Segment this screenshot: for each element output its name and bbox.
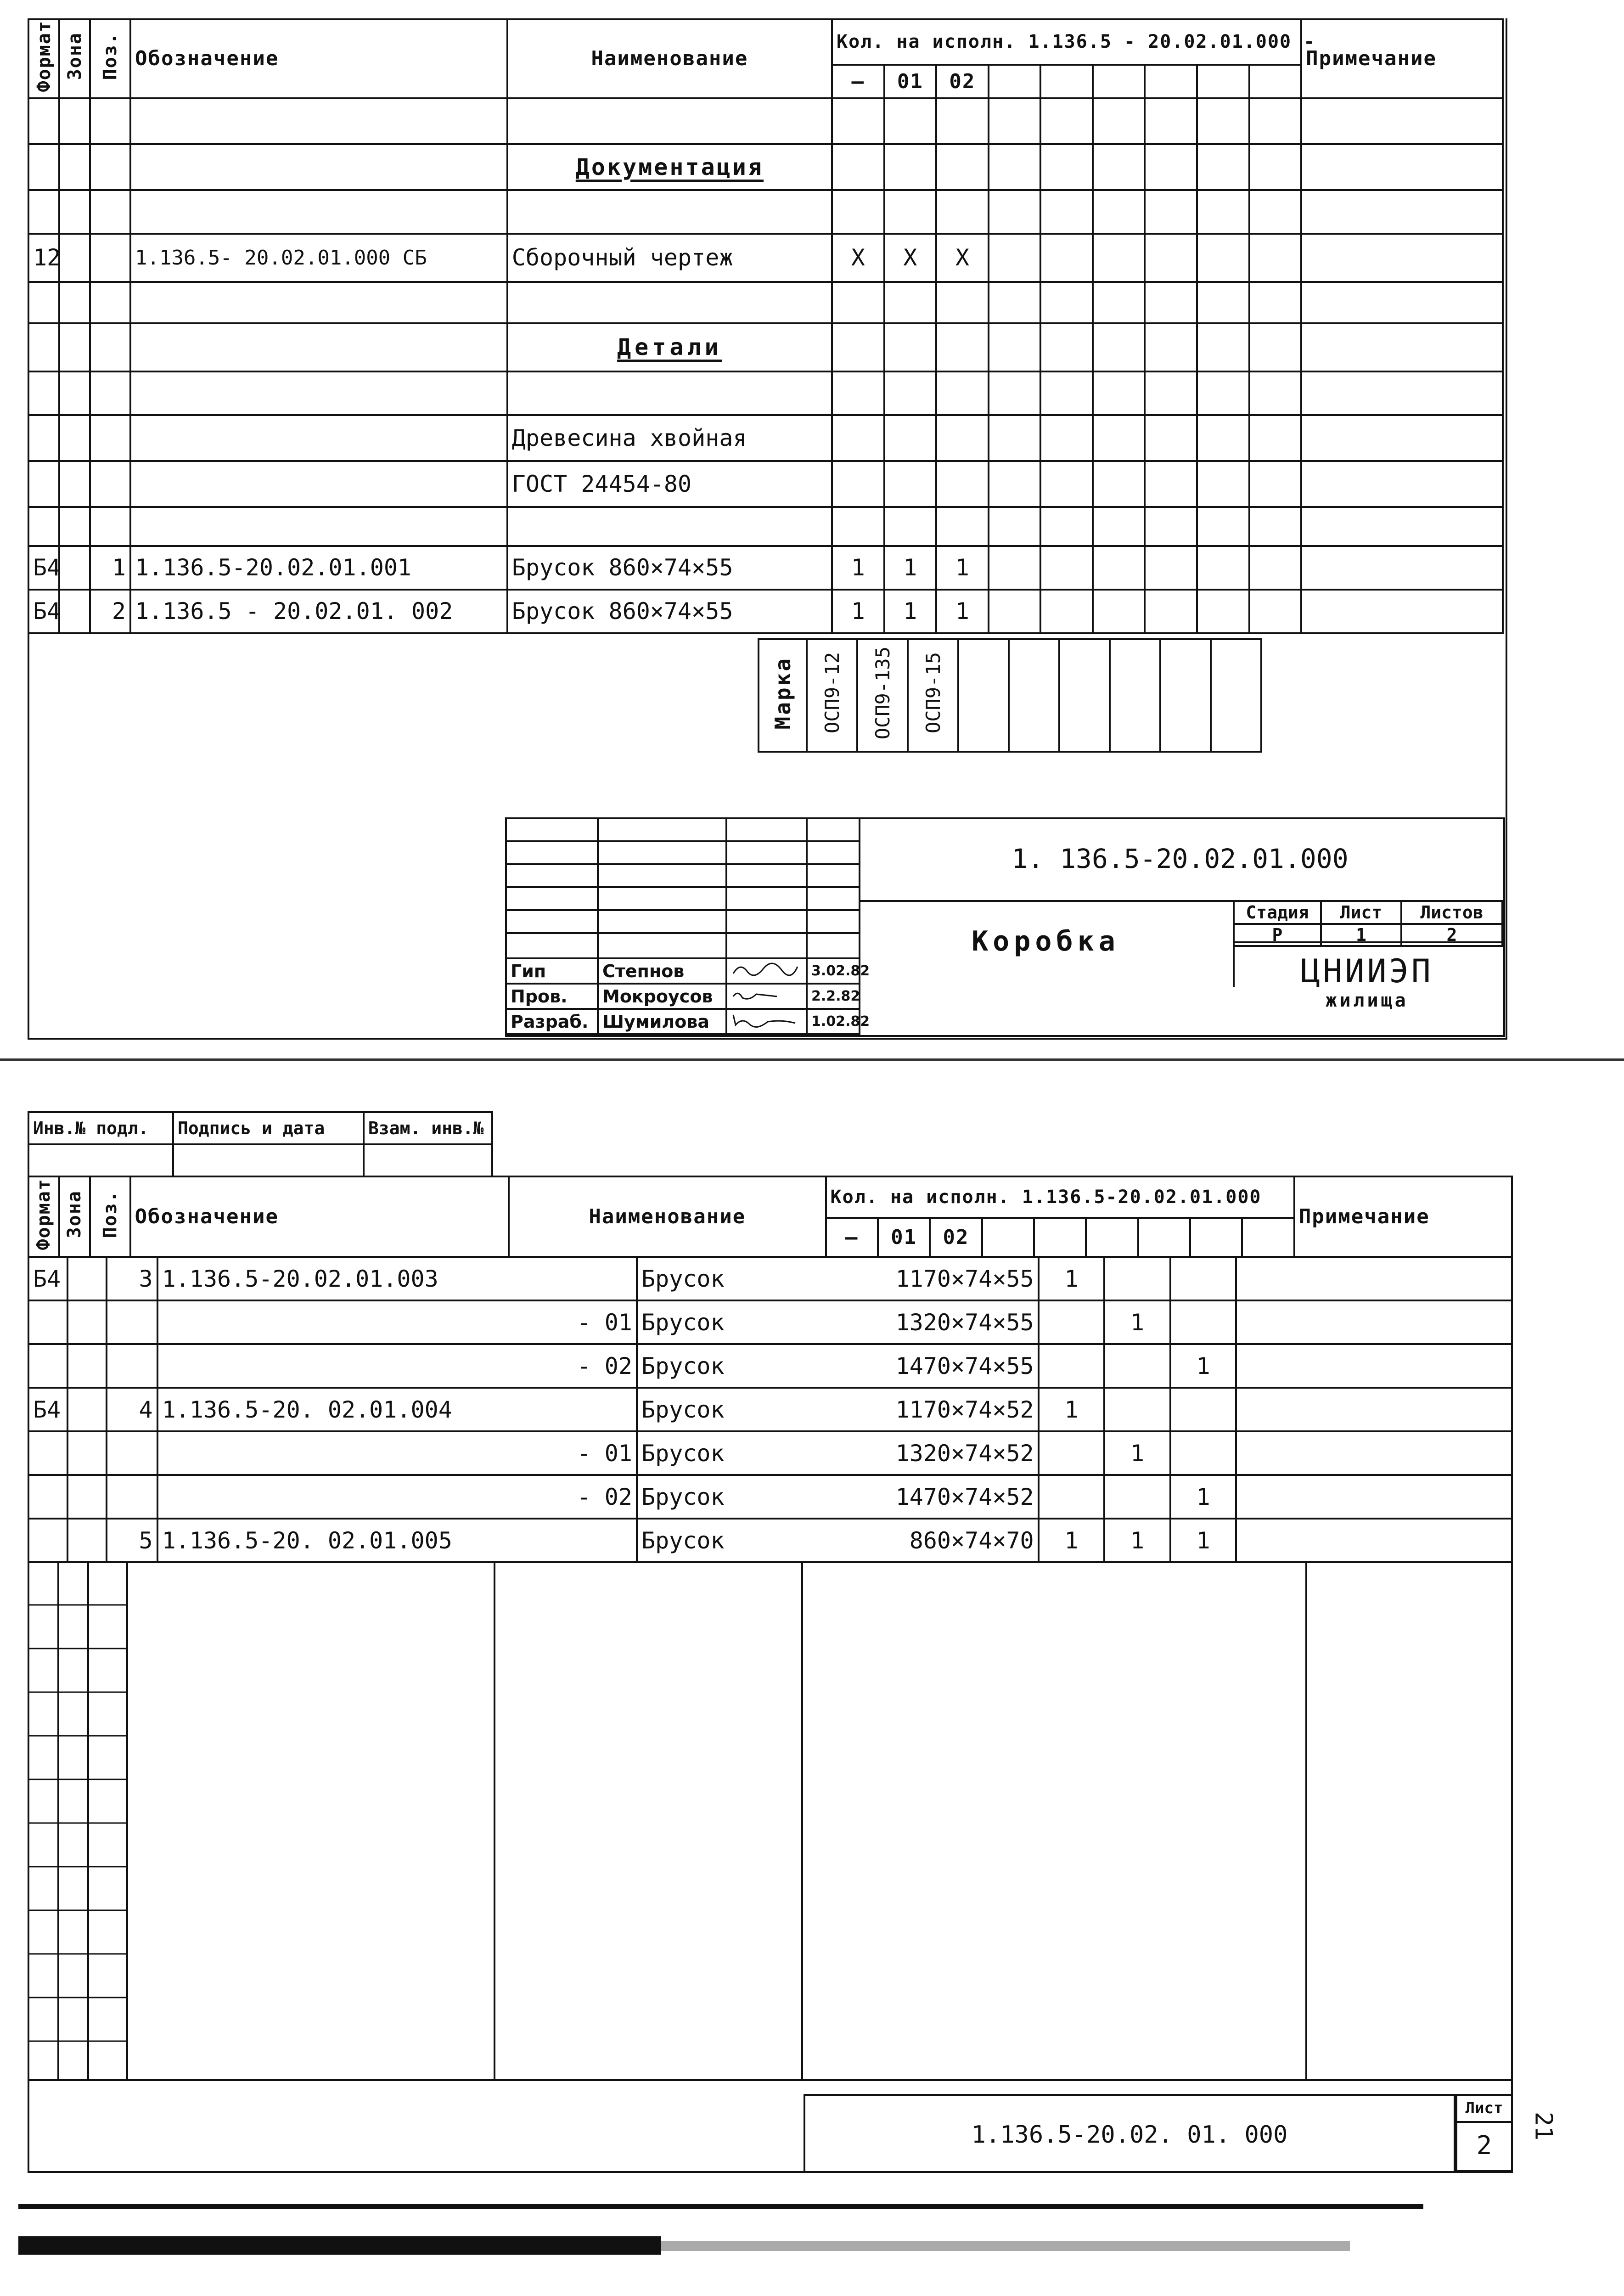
signer-row: Гип Степнов 3.02.82 (506, 958, 860, 984)
table-row: Б4 2 1.136.5 - 20.02.01. 002 Брусок 860×74×55 1 1 1 (28, 590, 1503, 633)
col-format-header: Формат (28, 1176, 59, 1257)
table-row: - 02 Брусок 1470×74×52 1 (28, 1475, 1512, 1519)
organization-block (1233, 941, 1501, 1035)
col-format-header: Формат (28, 19, 59, 98)
section-title: Детали (617, 334, 722, 360)
section-title: Документация (575, 153, 764, 180)
col-note-header: Примечание (1301, 19, 1503, 98)
page-number: 21 (1529, 2111, 1557, 2141)
footer-code: 1.136.5-20.02. 01. 000 (804, 2094, 1455, 2172)
table-row: ГОСТ 24454-80 (28, 461, 1503, 507)
stage-table: Стадия Лист Листов Р 1 2 (1233, 900, 1503, 947)
qty-col-base: – (826, 1218, 878, 1257)
col-note-header: Примечание (1294, 1176, 1512, 1257)
org-name: ЦНИИЭП (1301, 952, 1433, 990)
stamp-inv-label: Инв.№ подл. (28, 1112, 173, 1144)
spec-table-2 (28, 1176, 1513, 1258)
qty-col-01: 01 (878, 1218, 930, 1257)
table-row: - 02 Брусок 1470×74×55 1 (28, 1344, 1512, 1388)
sheet-2-empty-grid (28, 1561, 1515, 2177)
marka-table (758, 638, 1498, 753)
marka-value: ОСП9-12 (820, 652, 843, 734)
signer-row: Пров. Мокроусов 2.2.82 (506, 984, 860, 1009)
marka-value: ОСП9-135 (871, 646, 894, 740)
spec-table-2-body (28, 1256, 1513, 1563)
table-row: Древесина хвойная (28, 415, 1503, 461)
scan-bar-top (18, 2204, 1423, 2209)
org-subtitle: жилища (1326, 990, 1409, 1011)
qty-label-header: Кол. на исполн. 1.136.5 - 20.02.01.000 - (832, 19, 1301, 65)
qty-col-01: 01 (884, 65, 937, 98)
col-zone-header: Зона (59, 19, 90, 98)
scan-bar-bottom (18, 2236, 661, 2255)
scan-bar-bottom-fade (661, 2241, 1350, 2251)
approval-stamp (28, 1111, 493, 1177)
table-row: Б4 1 1.136.5-20.02.01.001 Брусок 860×74×55 1 1 1 (28, 546, 1503, 590)
signature-scribble (731, 960, 800, 978)
table-row: 12 1.136.5- 20.02.01.000 СБ Сборочный чертеж X X X (28, 234, 1503, 282)
signature-scribble (731, 1010, 800, 1029)
footer-sheet-box (1455, 2094, 1513, 2172)
signature-scribble (731, 985, 800, 1003)
table-row: - 01 Брусок 1320×74×55 1 (28, 1300, 1512, 1344)
document-title: Коробка (859, 900, 1235, 987)
table-row: 5 1.136.5-20. 02.01.005 Брусок 860×74×70 1 1 1 (28, 1519, 1512, 1562)
stamp-sign-label: Подпись и дата (173, 1112, 364, 1144)
table-row: - 01 Брусок 1320×74×52 1 (28, 1431, 1512, 1475)
qty-col-base: – (832, 65, 884, 98)
sheet-separator (0, 1058, 1624, 1061)
col-pos-header: Поз. (90, 1176, 130, 1257)
col-pos-header: Поз. (90, 19, 130, 98)
col-name-header: Наименование (507, 19, 832, 98)
signer-row: Разраб. Шумилова 1.02.82 (506, 1009, 860, 1034)
marka-value: ОСП9-15 (922, 652, 944, 734)
qty-col-02: 02 (936, 65, 989, 98)
qty-label-header: Кол. на исполн. 1.136.5-20.02.01.000 (826, 1176, 1294, 1218)
col-zone-header: Зона (59, 1176, 90, 1257)
stamp-replaced-label: Взам. инв.№ (364, 1112, 492, 1144)
col-designation-header: Обозначение (130, 1176, 509, 1257)
col-designation-header: Обозначение (130, 19, 507, 98)
title-code: 1. 136.5-20.02.01.000 (859, 817, 1501, 902)
footer-sheet-label: Лист (1457, 2096, 1511, 2123)
qty-col-02: 02 (930, 1218, 982, 1257)
change-log-grid (505, 817, 870, 1035)
footer-sheet-number: 2 (1476, 2131, 1492, 2161)
col-name-header: Наименование (509, 1176, 826, 1257)
table-row: Б4 4 1.136.5-20. 02.01.004 Брусок 1170×74×52 1 (28, 1388, 1512, 1431)
table-row: Б4 3 1.136.5-20.02.01.003 Брусок 1170×74×55 1 (28, 1257, 1512, 1300)
marka-label: Марка (770, 656, 795, 730)
